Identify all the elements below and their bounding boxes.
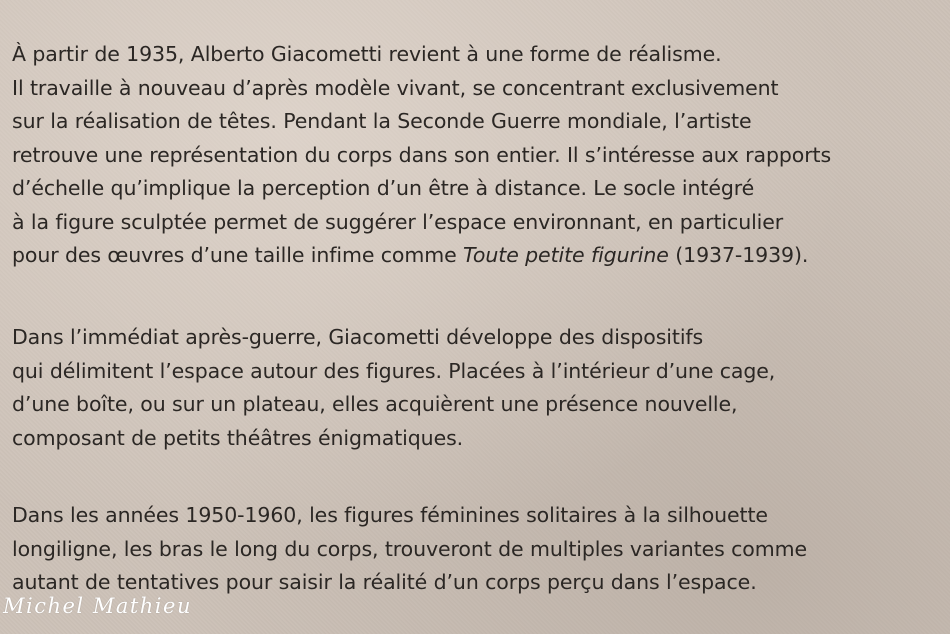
paragraph-2: [12, 321, 775, 455]
text-line: Il travaille à nouveau d’après modèle vivant, se concentrant exclusivement: [12, 75, 779, 100]
paragraph-3: [12, 499, 807, 600]
photographer-watermark: Michel Mathieu: [3, 594, 192, 618]
text-line-with-title: [12, 239, 831, 273]
paragraph-1: [12, 38, 831, 273]
artwork-dates: (1937-1939).: [668, 243, 809, 267]
text-line: longiligne, les bras le long du corps, trouveront de multiples variantes comme: [12, 536, 807, 561]
text-line: composant de petits théâtres énigmatiques.: [12, 425, 464, 450]
artwork-title: Toute petite figurine: [463, 243, 669, 267]
text-line: à la figure sculptée permet de suggérer l’espace environnant, en particulier: [12, 209, 784, 234]
text-line: Dans l’immédiat après-guerre, Giacometti développe des dispositifs: [12, 325, 704, 349]
text-line: d’échelle qu’implique la perception d’un être à distance. Le socle intégré: [12, 176, 755, 200]
text-line: qui délimitent l’espace autour des figures. Placées à l’intérieur d’une cage,: [12, 358, 776, 383]
text-line: Dans les années 1950-1960, les figures féminines solitaires à la silhouette: [12, 503, 768, 527]
text-segment: pour des œuvres d’une taille infime comme: [12, 243, 464, 267]
text-line: d’une boîte, ou sur un plateau, elles acquièrent une présence nouvelle,: [12, 392, 738, 416]
text-line: autant de tentatives pour saisir la réalité d’un corps perçu dans l’espace.: [12, 570, 757, 594]
text-line: retrouve une représentation du corps dans son entier. Il s’intéresse aux rapports: [12, 142, 832, 167]
text-line: À partir de 1935, Alberto Giacometti revient à une forme de réalisme.: [12, 42, 722, 66]
text-line: sur la réalisation de têtes. Pendant la Seconde Guerre mondiale, l’artiste: [12, 109, 752, 133]
